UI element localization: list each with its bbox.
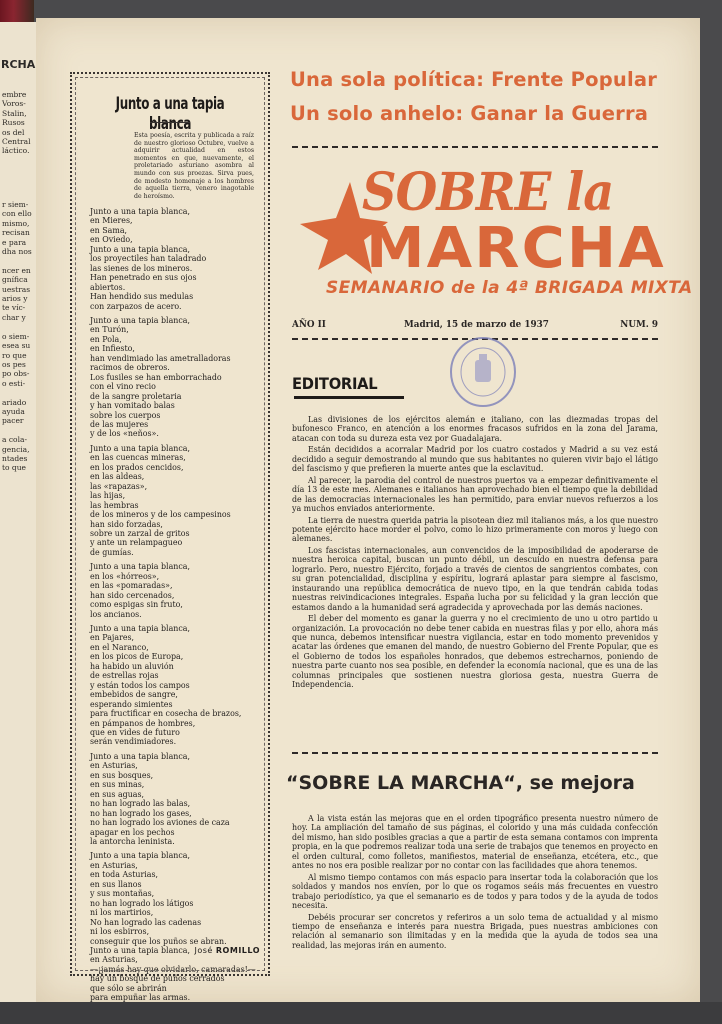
left-page-line: os pes <box>2 359 26 369</box>
editorial-paragraph: Las divisiones de los ejércitos alemán e italiano, con las diezmadas tropas del bufonesco Franco, en atención a los enormes fracasos sufridos en la zona del Jarama, atacan con toda su dureza esta vez por Guadalajara. <box>292 415 658 443</box>
poem-author-last: ROMILLO <box>215 946 260 955</box>
masthead-title-bottom: MARCHA <box>366 216 666 281</box>
article-paragraph: A la vista están las mejoras que en el orden tipográfico presenta nuestro número de hoy. La ampliación del tamaño de sus páginas, el colorido y una más cuidada confección del mismo, han sido posibles gracias a que a partir de esta semana contamos con imprenta propia, en la que podremos realizar toda una serie de trabajos que tenemos en proyecto en el orden cultural, como folletos, manifiestos, material de enseñanza, etcétera, etc., que antes no nos era posible realizar por no contar con las facilidades que ahora tenemos. <box>292 814 658 871</box>
left-page-line: mismo, <box>2 218 30 228</box>
left-page-line: gnífica <box>2 275 28 285</box>
editorial-paragraph: Los fascistas internacionales, aun convencidos de la imposibilidad de apoderarse de nuestra heroica capital, buscan un punto débil, un descuido en nuestra defensa para lograrlo. Pero, nuestro Ejército, forjado a través de cientos de sangrientos combates, con su gran potencialidad, disciplina y espíritu, logrará aplastar para siempre al fascismo, instaurando una república democrática de nuevo tipo, en la que tendrán cabida todas nuestras reivindicaciones integrales. España lucha por su felicidad y la gran lección que estamos dando a la humanidad será agradecida y aprovechada por las demás naciones. <box>292 545 658 612</box>
editorial-paragraph: Están decididos a acorralar Madrid por los cuatro costados y Madrid a su vez está decidido a seguir demostrando al mundo que sus habitantes no quieren vivir bajo el látigo del fascismo y que prefieren la muerte antes que la esclavitud. <box>292 445 658 474</box>
left-page-line: embre <box>2 90 27 99</box>
editorial-paragraph: Al parecer, la parodia del control de nuestros puertos va a empezar definitivamente el día 13 de este mes. Alemanes e italianos han aprovechado bien el tiempo que la debilidad de las democracias internacionales les han permitido, para enviar nuevos refuerzos a los ya muchos enviados anteriormente. <box>292 475 658 514</box>
left-page-line: os del <box>2 127 25 137</box>
left-page-line: Stalin, <box>2 108 27 118</box>
left-page-line: o siem- <box>2 331 30 341</box>
issue-year: AÑO II <box>292 320 326 330</box>
editorial-paragraph: El deber del momento es ganar la guerra y no el crecimiento de uno u otro partido u organización. La provocación no debe tener cabida en nuestras filas y por ello, ahora más que nunca, debemos intensificar nuestra vigilancia, estar en todo momento prevenidos y acatar las órdenes que emanen del mando, de nuestro Gobierno del Frente Popular, que es el Gobierno de todos los españoles honrados, que debemos estrecharnos, poniendo de nuestra parte cuanto nos sea posible, en defender la economía nacional, que es una de las columnas principales que sostienen nuestra gloriosa gesta, nuestra Guerra de Independencia. <box>292 614 658 690</box>
poem-title: Junto a una tapia blanca <box>115 94 225 134</box>
poem-author-first: José <box>194 946 213 955</box>
left-page-line: ntades <box>2 453 28 463</box>
left-page-line: Voros- <box>2 99 26 109</box>
left-page-line: pacer <box>2 416 24 426</box>
left-page-line: arios y <box>2 294 28 304</box>
left-page-line: e para <box>2 237 27 247</box>
left-page-title: RCHA <box>1 58 36 71</box>
hemeroteca-stamp-icon <box>448 334 518 414</box>
poem-title-rule <box>150 122 190 123</box>
article-paragraph: Al mismo tiempo contamos con más espacio para insertar toda la colaboración que los soldados y mandos nos envíen, por lo que os rogamos seáis más frecuentes en vuestro trabajo periodístico, ya que el semanario es de todos y para todos y de la ayuda de todos necesita. <box>292 872 658 911</box>
left-page-line: Rusos <box>2 118 25 128</box>
slogan-frente-popular: Una sola política: Frente Popular <box>290 68 658 91</box>
divider-rule <box>292 146 658 148</box>
left-page-line: con ello <box>2 209 32 219</box>
left-page-line: uestras <box>2 284 31 294</box>
divider-rule <box>292 752 658 754</box>
poem-stanza: Junto a una tapia blanca, en los «hórreos», en las «pomaradas», han sido cercenados, como espigas sin fruto, los ancianos. <box>90 562 191 619</box>
poem-stanza: Junto a una tapia blanca, en Turón, en Pola, en Infiesto, han vendimiado las ametralladoras racimos de obreros. Los fusiles se han emborrachado con el vino recio de la sangre proletaria y han vomitado balas sobre los cuerpos de las mujeres y de los «neños». <box>90 315 231 439</box>
masthead-title-top: SOBRE la <box>362 162 614 223</box>
left-page-line: te víc- <box>2 303 26 313</box>
issue-number: NUM. 9 <box>620 320 658 330</box>
left-page-line: dha nos <box>2 247 32 257</box>
article-title <box>286 772 635 794</box>
editorial-underline <box>294 396 404 399</box>
left-page-line: o esti- <box>2 378 26 388</box>
left-page-line: po obs- <box>2 369 30 379</box>
poem-stanza: Junto a una tapia blanca, en las cuencas mineras, en los prados cencidos, en las aldeas, las «rapazas», las hijas, las hembras de los mineros y de los campesinos han sido forzadas, sobre un zarzal de gritos y ante un relampagueo de gumías. <box>90 443 231 557</box>
newspaper-page <box>36 18 700 1002</box>
poem-stanza: Junto a una tapia blanca, en Asturias, en sus bosques, en sus minas, en sus aguas, no han logrado las balas, no han logrado los gases, no han logrado los aviones de caza apagar en los pechos la antorcha leninista. <box>90 751 230 846</box>
poem-intro: Esta poesía, escrita y publicada a raíz de nuestro glorioso Octubre, vuelve a adquirir actualidad en estos momentos en que, nuevamente, el proletariado asturiano asombra al mundo con sus proezas. Sirva pues, de modesto homenaje a los hombres de aquella tierra, venero inagotable de heroísmo. <box>134 132 254 200</box>
poem-column <box>70 72 270 1003</box>
article-body <box>292 814 658 952</box>
poem-body <box>90 207 265 1008</box>
left-page-line: gencia, <box>2 444 30 454</box>
left-page-line: esea su <box>2 341 31 351</box>
editorial-body <box>292 415 658 692</box>
masthead-subtitle: SEMANARIO de la 4ª BRIGADA MIXTA <box>326 278 693 298</box>
poem-stanza: Junto a una tapia blanca, en Pajares, en el Naranco, en los picos de Europa, ha habido un aluvión de estrellas rojas y están todos los campos embebidos de sangre, esperando simientes para fructificar en cosecha de brazos, en pámpanos de hombres, que en vides de futuro serán vendimiadores. <box>90 624 242 747</box>
left-page-line: ncer en <box>2 265 31 275</box>
slogan-ganar-guerra: Un solo anhelo: Ganar la Guerra <box>290 102 649 125</box>
poem-author <box>195 946 261 955</box>
masthead <box>298 162 693 312</box>
issue-date: Madrid, 15 de marzo de 1937 <box>404 320 549 330</box>
editorial-heading: EDITORIAL <box>292 374 378 393</box>
article-title-quoted: “SOBRE LA MARCHA“ <box>286 772 516 794</box>
poem-stanza: Junto a una tapia blanca, en Asturias, en toda Asturias, en sus llanos y sus montañas, no han logrado los látigos ni los martirios, No han logrado las cadenas ni los esbirros, conseguir que los puños se abran. Junto a una tapia blanca, en Asturias, —¡jamás hay que olvidarlo, camaradas!— hay un bosque de puños cerrados que sólo se abrirán para empuñar las armas. <box>90 851 256 1003</box>
scan-background-strip <box>0 1002 722 1024</box>
left-page-line: a cola- <box>2 435 27 445</box>
poem-stanza: Junto a una tapia blanca, en Mieres, en Sama, en Oviedo, Junto a una tapia blanca, los proyectiles han taladrado las sienes de los mineros. Han penetrado en sus ojos abiertos. Han hendido sus medulas con zarpazos de acero. <box>90 207 207 311</box>
editorial-paragraph: La tierra de nuestra querida patria la pisotean diez mil italianos más, a los que nuestro potente ejército hace morder el polvo, como lo hizo primeramente con moros y luego con alemanes. <box>292 515 658 544</box>
left-page-line: ariado <box>2 397 27 407</box>
left-page-line: ro que <box>2 350 27 360</box>
library-stamp <box>448 334 518 414</box>
left-page-line: láctico. <box>2 146 30 156</box>
article-title-rest: , se mejora <box>515 772 635 794</box>
left-page-line: to que <box>2 463 26 473</box>
left-page-line: Central <box>2 137 31 147</box>
left-page-line: r siem- <box>2 200 29 209</box>
left-page-line: recisan <box>2 228 30 238</box>
article-paragraph: Debéis procurar ser concretos y referiros a un solo tema de actualidad y al mismo tiempo de enseñanza e interés para nuestra Brigada, pues nuestras ambiciones con relación al semanario son ilimitadas y en la medida que la ayuda de todos sea una realidad, las mejoras irán en aumento. <box>292 912 658 950</box>
left-page-line: char y <box>2 312 26 322</box>
left-page-line: ayuda <box>2 406 25 416</box>
